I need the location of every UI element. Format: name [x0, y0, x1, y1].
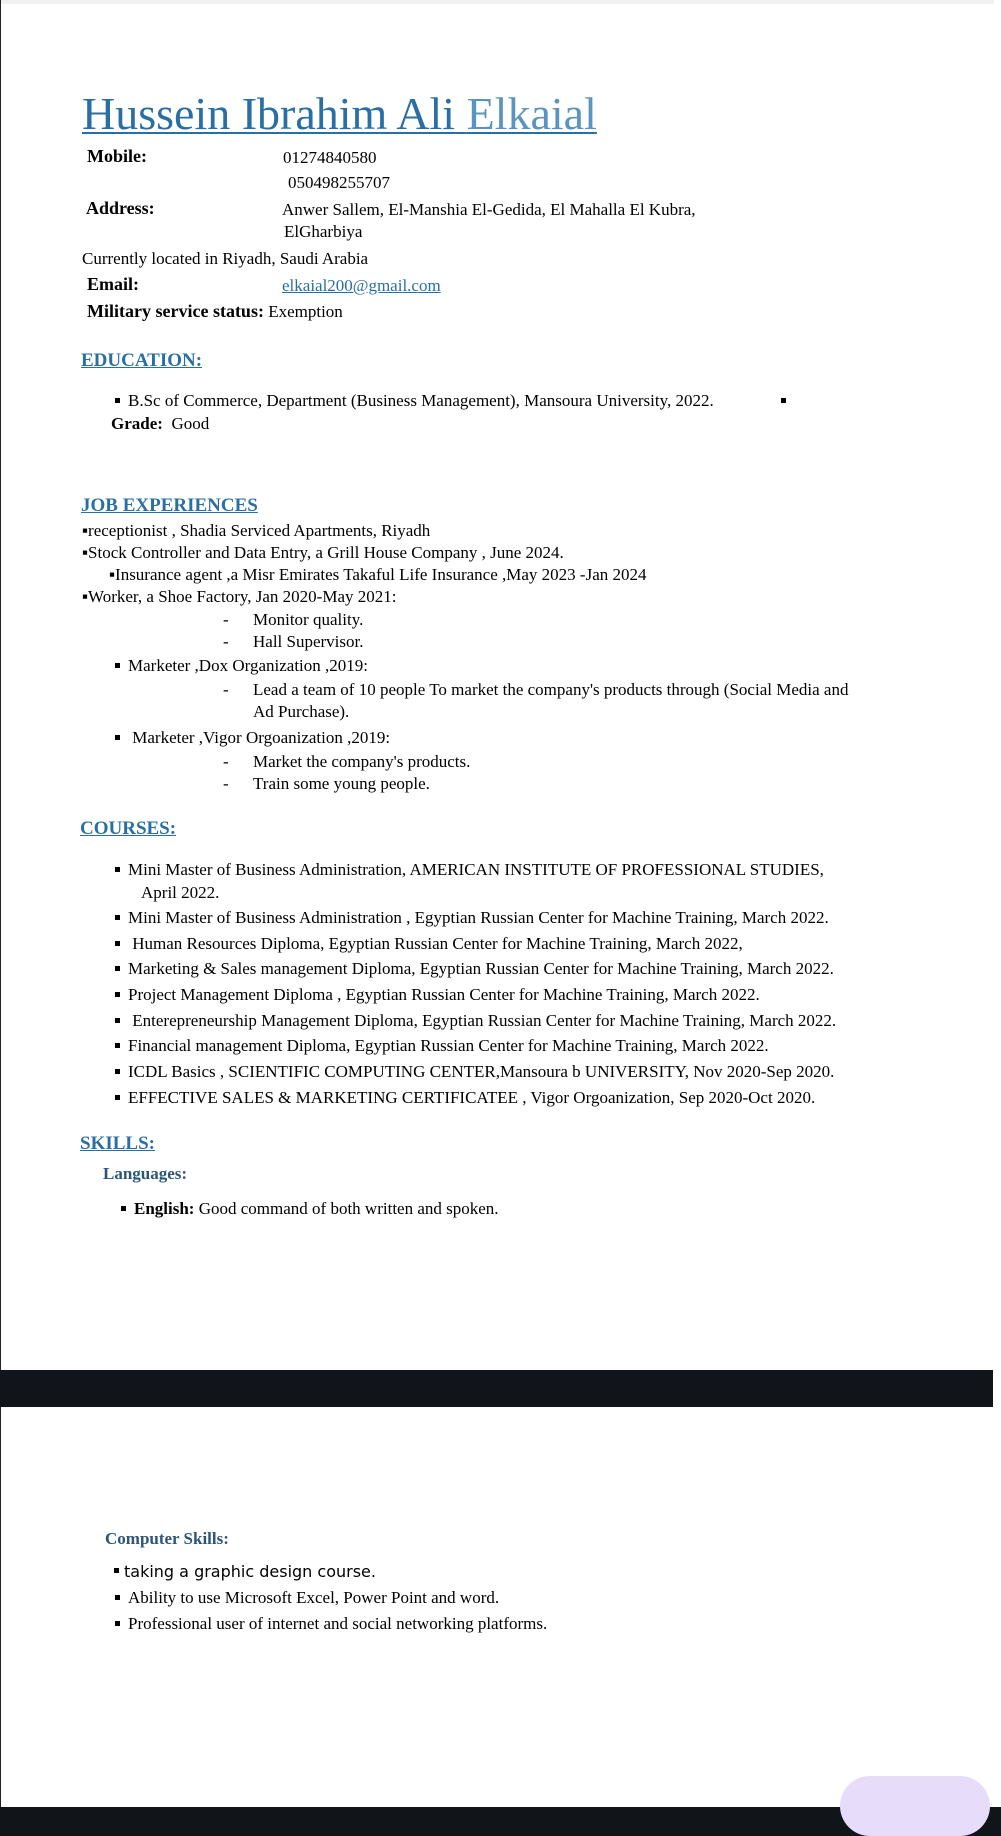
worker-task-1: Monitor quality.	[253, 610, 364, 629]
computer-skills-subheading: Computer Skills:	[105, 1529, 229, 1548]
bullet-icon	[115, 735, 120, 740]
education-heading: EDUCATION:	[81, 350, 203, 371]
dash-icon: -	[223, 680, 229, 699]
course-text: Enterepreneurship Management Diploma, Egyptian Russian Center for Machine Training, March 2022.	[128, 1011, 837, 1030]
bullet-icon	[115, 867, 120, 872]
bullet-icon	[115, 992, 120, 997]
course-text: Human Resources Diploma, Egyptian Russian Center for Machine Training, March 2022,	[128, 934, 743, 953]
email-link[interactable]: elkaial200@gmail.com	[282, 276, 441, 295]
computer-skill-text: Ability to use Microsoft Excel, Power Point and word.	[128, 1588, 500, 1607]
course-text: Mini Master of Business Administration , Egyptian Russian Center for Machine Training, March 2022.	[128, 908, 829, 927]
degree-text: B.Sc of Commerce, Department (Business Management), Mansoura University, 2022.	[128, 391, 714, 410]
course-item	[115, 984, 760, 1005]
mobile-number-2: 050498255707	[288, 173, 390, 192]
course-text: EFFECTIVE SALES & MARKETING CERTIFICATEE , Vigor Orgoanization, Sep 2020-Oct 2020.	[128, 1088, 816, 1107]
bullet-icon	[115, 1621, 120, 1626]
name-first: Hussein Ibrahim Ali	[82, 88, 456, 139]
mobile-number-1: 01274840580	[283, 148, 377, 167]
computer-skill-item	[115, 1613, 547, 1634]
course-text: Project Management Diploma , Egyptian Russian Center for Machine Training, March 2022.	[128, 985, 760, 1004]
course-item	[115, 958, 834, 979]
job-worker: ▪Worker, a Shoe Factory, Jan 2020-May 2021:	[82, 587, 397, 606]
jobs-heading: JOB EXPERIENCES	[81, 495, 258, 516]
dash-icon: -	[223, 632, 229, 651]
name-last: Elkaial	[466, 88, 597, 139]
floating-action-button[interactable]	[840, 1776, 990, 1836]
course-text: Financial management Diploma, Egyptian Russian Center for Machine Training, March 2022.	[128, 1036, 769, 1055]
course-item	[115, 1010, 836, 1031]
address-label: Address:	[86, 198, 155, 218]
viewer-background	[993, 0, 1001, 1807]
course-item	[115, 907, 829, 928]
job-marketer-vigor	[115, 727, 390, 748]
course-item	[115, 1061, 834, 1082]
courses-heading: COURSES:	[80, 818, 177, 839]
course-item-continued: April 2022.	[141, 883, 220, 902]
bullet-icon	[115, 1018, 120, 1023]
computer-skill-item	[114, 1561, 376, 1582]
language-english	[121, 1198, 499, 1219]
skills-heading: SKILLS:	[80, 1133, 155, 1154]
english-value: Good command of both written and spoken.	[198, 1199, 499, 1218]
course-item	[115, 933, 743, 954]
dash-icon: -	[223, 610, 229, 629]
email-label: Email:	[87, 274, 139, 294]
course-text: Mini Master of Business Administration, AMERICAN INSTITUTE OF PROFESSIONAL STUDIES,	[128, 860, 824, 879]
dash-icon: -	[223, 774, 229, 793]
job-marketer-dox	[115, 655, 368, 676]
course-item	[115, 1087, 815, 1108]
bullet-icon	[115, 941, 120, 946]
english-label: English:	[134, 1199, 195, 1218]
education-grade	[111, 413, 209, 434]
job-receptionist: ▪receptionist , Shadia Serviced Apartments, Riyadh	[82, 521, 431, 540]
candidate-name	[82, 86, 597, 142]
computer-skill-item	[115, 1587, 499, 1608]
bullet-icon	[781, 390, 794, 411]
vigor-task-2: Train some young people.	[253, 774, 430, 793]
grade-value: Good	[171, 414, 210, 433]
education-degree	[115, 390, 714, 411]
computer-skill-text: taking a graphic design course.	[124, 1562, 376, 1581]
job-insurance-agent: ▪Insurance agent ,a Misr Emirates Takaful Life Insurance ,May 2023 -Jan 2024	[109, 565, 647, 584]
dox-task-line-2: Ad Purchase).	[253, 702, 350, 721]
address-line-1: Anwer Sallem, El-Manshia El-Gedida, El Mahalla El Kubra,	[282, 200, 696, 219]
bullet-icon	[114, 1568, 119, 1573]
vigor-task-1: Market the company's products.	[253, 752, 471, 771]
course-text: Marketing & Sales management Diploma, Egyptian Russian Center for Machine Training, March 2022.	[128, 959, 834, 978]
bullet-icon	[115, 966, 120, 971]
computer-skill-text: Professional user of internet and social networking platforms.	[128, 1614, 548, 1633]
bullet-icon	[115, 1595, 120, 1600]
bullet-icon	[115, 915, 120, 920]
worker-task-2: Hall Supervisor.	[253, 632, 364, 651]
military-status	[87, 301, 343, 322]
address-line-2: ElGharbiya	[284, 222, 363, 241]
vigor-text: Marketer ,Vigor Orgoanization ,2019:	[132, 728, 391, 747]
job-stock-controller: ▪Stock Controller and Data Entry, a Grill House Company , June 2024.	[82, 543, 564, 562]
course-item	[115, 1035, 769, 1056]
viewer-top-band	[1, 0, 994, 4]
bullet-icon	[115, 1043, 120, 1048]
course-text: ICDL Basics , SCIENTIFIC COMPUTING CENTER,Mansoura b UNIVERSITY, Nov 2020-Sep 2020.	[128, 1062, 835, 1081]
bullet-icon	[121, 1206, 126, 1211]
dox-task-line-1: Lead a team of 10 people To market the company's products through (Social Media and	[253, 680, 849, 699]
bullet-icon	[115, 1069, 120, 1074]
course-item	[115, 859, 824, 880]
document-page-2	[0, 1407, 994, 1807]
military-label: Military service status:	[87, 301, 264, 321]
languages-subheading: Languages:	[103, 1164, 188, 1183]
bullet-icon	[115, 1095, 120, 1100]
current-location: Currently located in Riyadh, Saudi Arabia	[82, 249, 369, 268]
grade-label: Grade:	[111, 414, 163, 433]
dox-text: Marketer ,Dox Organization ,2019:	[128, 656, 368, 675]
dash-icon: -	[223, 752, 229, 771]
bullet-icon	[115, 398, 120, 403]
military-value: Exemption	[268, 302, 343, 321]
bullet-icon	[115, 663, 120, 668]
mobile-label: Mobile:	[87, 146, 147, 166]
